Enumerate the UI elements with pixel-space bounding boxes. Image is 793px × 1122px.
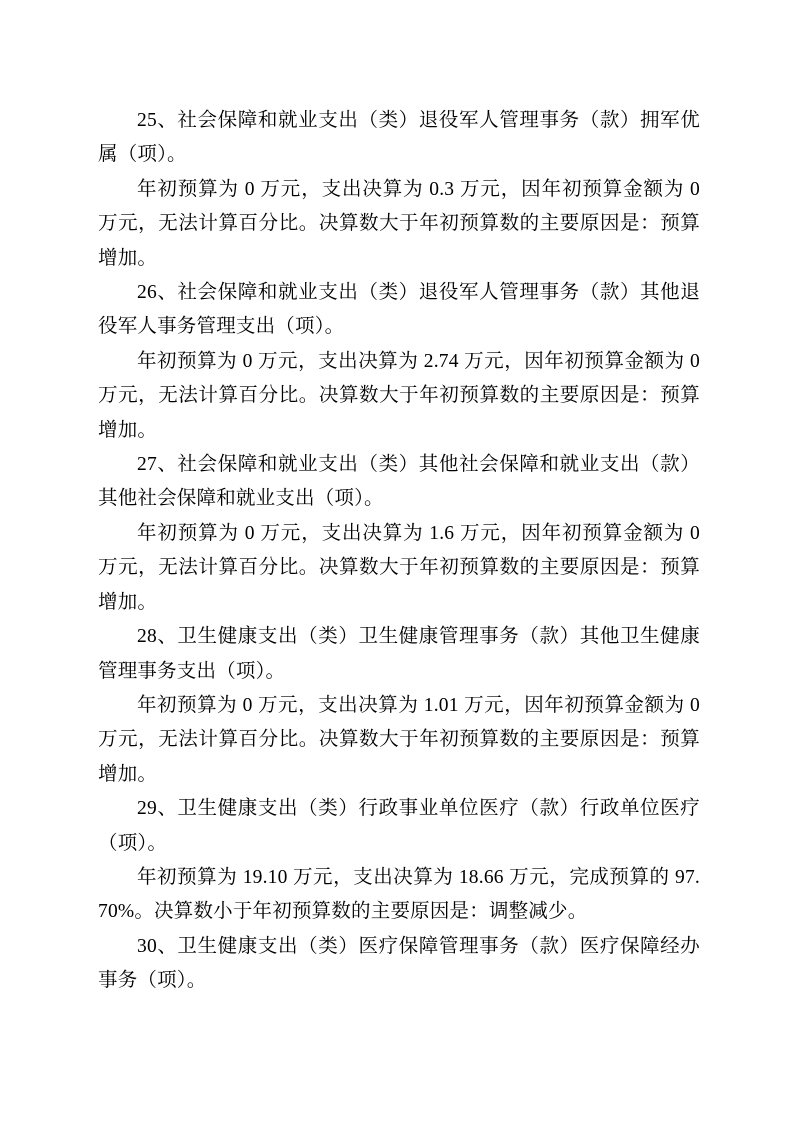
paragraph-item-27-title: 27、社会保障和就业支出（类）其他社会保障和就业支出（款）其他社会保障和就业支出（项）。 (98, 454, 700, 510)
paragraph-item-30-title: 30、卫生健康支出（类）医疗保障管理事务（款）医疗保障经办事务（项）。 (98, 935, 700, 992)
paragraph-item-25-budget-note: 年初预算为 0 万元，支出决算为 0.3 万元，因年初预算金额为 0 万元，无法计算百分比。决算数大于年初预算数的主要原因是：预算增加。 (98, 178, 700, 269)
paragraph-item-26-title: 26、社会保障和就业支出（类）退役军人管理事务（款）其他退役军人事务管理支出（项）。 (98, 282, 700, 338)
paragraph-item-25-title: 25、社会保障和就业支出（类）退役军人管理事务（款）拥军优属（项）。 (98, 110, 700, 166)
paragraph-item-28-budget-note: 年初预算为 0 万元，支出决算为 1.01 万元，因年初预算金额为 0 万元，无法计算百分比。决算数大于年初预算数的主要原因是：预算增加。 (98, 694, 700, 785)
paragraph-item-29-title: 29、卫生健康支出（类）行政事业单位医疗（款）行政单位医疗（项）。 (98, 798, 700, 854)
paragraph-item-29-budget-note: 年初预算为 19.10 万元，支出决算为 18.66 万元，完成预算的 97.70%。决算数小于年初预算数的主要原因是：调整减少。 (98, 866, 700, 923)
paragraph-item-27-budget-note: 年初预算为 0 万元，支出决算为 1.6 万元，因年初预算金额为 0 万元，无法计算百分比。决算数大于年初预算数的主要原因是：预算增加。 (98, 522, 700, 613)
paragraph-item-26-budget-note: 年初预算为 0 万元，支出决算为 2.74 万元，因年初预算金额为 0 万元，无法计算百分比。决算数大于年初预算数的主要原因是：预算增加。 (98, 350, 700, 441)
paragraph-item-28-title: 28、卫生健康支出（类）卫生健康管理事务（款）其他卫生健康管理事务支出（项）。 (98, 626, 700, 682)
document-body (98, 104, 700, 999)
